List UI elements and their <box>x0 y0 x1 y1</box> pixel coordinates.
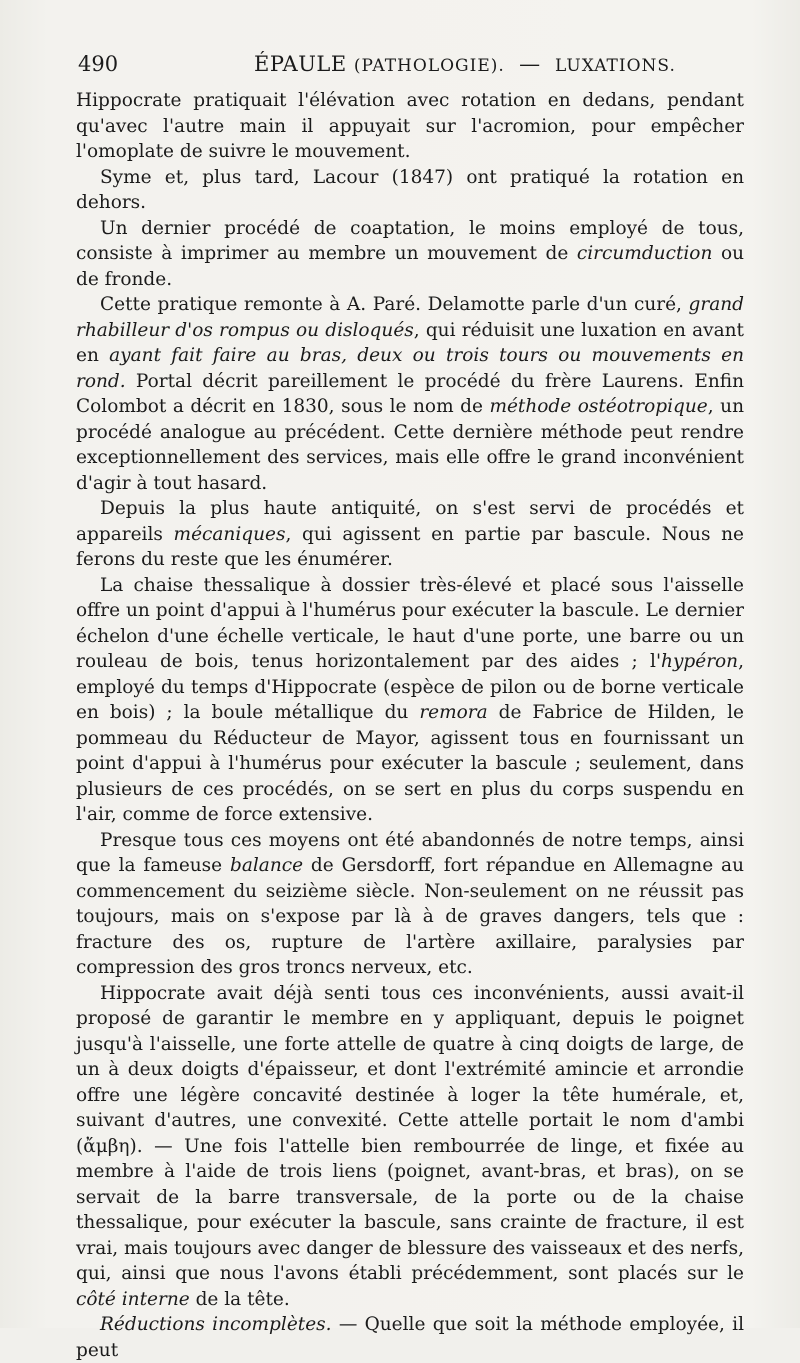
italic-heading: Réductions incomplètes. <box>100 1314 332 1335</box>
italic-term: hypéron <box>661 651 739 672</box>
italic-term: méthode ostéotropique <box>489 396 708 417</box>
paragraph <box>76 496 744 573</box>
italic-term: ayant fait faire au bras, deux ou trois tours ou mouvements en rond. <box>76 345 745 392</box>
body-text <box>76 88 744 1363</box>
paragraph-text: de Gersdorff, fort répandue en Allemagne au commencement du seizième siècle. Non-seulement on ne réussit pas toujours, mais on s'expose par là à de graves dangers, tels que : fracture des os, rupture de l'artère axillaire, paralysies par compression des gros troncs nerveux, etc. <box>76 855 744 978</box>
paragraph <box>76 981 744 1313</box>
paragraph-text: , qui réduisit une luxation en avant en <box>76 319 744 366</box>
paragraph-text: , qui agissent en partie par bascule. Nous ne ferons du reste que les énumérer. <box>76 523 744 570</box>
paragraph-text: de la tête. <box>189 1288 290 1310</box>
paragraph-text: La chaise thessalique à dossier très-élevé et placé sous l'aisselle offre un point d'appui à l'humérus pour exécuter la bascule. Le dernier échelon d'une échelle verticale, le haut d'une porte, une barre ou un rouleau de bois, tenus horizontalement par des aides ; l' <box>76 574 744 672</box>
paragraph <box>76 165 744 216</box>
title-main: ÉPAULE <box>254 52 347 76</box>
paragraph-text: Depuis la plus haute antiquité, on s'est servi de procédés et appareils <box>76 498 744 545</box>
running-header <box>78 48 748 82</box>
paragraph-text: Hippocrate avait déjà senti tous ces inconvénients, aussi avait-il proposé de garantir le membre en y appliquant, depuis le poignet jusqu'à l'aisselle, une forte attelle de quatre à cinq doigts de large, de un à deux doigts d'épaisseur, et dont l'extrémité amincie et arrondie offre une légère concavité destinée à loger la tête humérale, et, suivant d'autres, une convexité. Cette attelle portait le nom d'ambi (ἄμβη). — Une fois l'attelle bien rembourrée de linge, et fixée au membre à l'aide de trois liens (poignet, avant-bras, et bras), on se servait de la barre transversale, de la porte ou de la chaise thessalique, pour exécuter la bascule, sans crainte de fracture, il est vrai, mais toujours avec danger de blessure des vaisseaux et des nerfs, qui, ainsi que nous l'avons établi précédemment, sont placés sur le <box>76 982 744 1284</box>
italic-term: grand rhabilleur d'os rompus ou disloqués <box>76 294 744 341</box>
paragraph-text: ou de fronde. <box>76 243 744 290</box>
paragraph-text: , employé du temps d'Hippocrate (espèce de pilon ou de borne verticale en bois) ; la boule métallique du <box>76 651 744 723</box>
paragraph-text: , un procédé analogue au précédent. Cette dernière méthode peut rendre exceptionnellement des services, mais elle offre le grand inconvénient d'agir à tout hasard. <box>76 396 744 494</box>
italic-term: remora <box>419 702 488 723</box>
paragraph-text: Un dernier procédé de coaptation, le moins employé de tous, consiste à imprimer au membre un mouvement de <box>76 217 744 264</box>
italic-term: côté interne <box>76 1288 190 1310</box>
paragraph-text: — Quelle que soit la méthode employée, il peut <box>76 1314 744 1361</box>
paragraph <box>76 828 744 981</box>
paragraph <box>76 216 744 293</box>
title-dash: — <box>519 52 541 76</box>
paragraph <box>76 573 744 828</box>
paragraph-text: Presque tous ces moyens ont été abandonnés de notre temps, ainsi que la fameuse <box>76 829 744 876</box>
paragraph-text: Hippocrate pratiquait l'élévation avec rotation en dedans, pendant qu'avec l'autre main il appuyait sur l'acromion, pour empêcher l'omoplate de suivre le mouvement. <box>76 90 744 162</box>
italic-term: mécaniques <box>173 523 286 545</box>
paragraph <box>76 1312 744 1363</box>
section-title: LUXATIONS. <box>555 56 676 76</box>
title-sub: (PATHOLOGIE). <box>353 56 505 76</box>
italic-term: balance <box>230 855 304 876</box>
paragraph <box>76 88 744 165</box>
italic-term: circumduction <box>576 243 713 264</box>
paragraph-text: Syme et, plus tard, Lacour (1847) ont pratiqué la rotation en dehors. <box>76 166 744 213</box>
paragraph-text: de Fabrice de Hilden, le pommeau du Réducteur de Mayor, agissent tous en fournissant un point d'appui à l'humérus pour exécuter la bascule ; seulement, dans plusieurs de ces procédés, on se sert en plus du corps suspendu en l'air, comme de force extensive. <box>76 702 744 825</box>
page-number: 490 <box>78 52 119 76</box>
paragraph-text: Cette pratique remonte à A. Paré. Delamotte parle d'un curé, <box>100 294 689 315</box>
paragraph <box>76 292 744 496</box>
running-title <box>254 52 676 76</box>
paragraph-text: Portal décrit pareillement le procédé du frère Laurens. Enfin Colombot a décrit en 1830, sous le nom de <box>76 370 744 417</box>
